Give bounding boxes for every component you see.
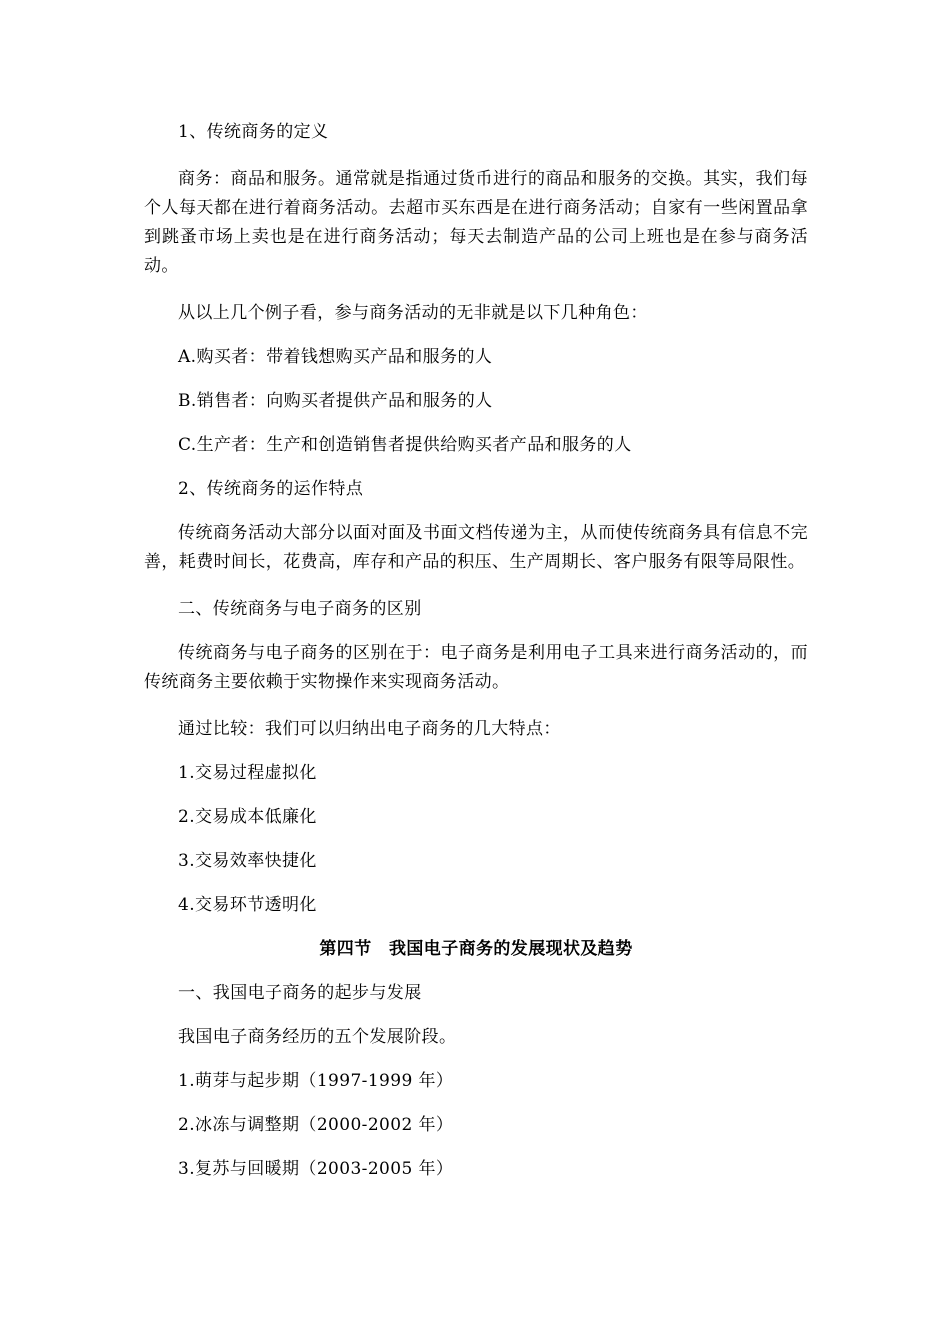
list-item-stage-3: 3.复苏与回暖期（2003-2005 年） bbox=[178, 1159, 454, 1179]
paragraph-commerce-definition: 商务：商品和服务。通常就是指通过货币进行的商品和服务的交换。其实，我们每个人每天都在进行着商务活动。去超市买东西是在进行商务活动；自家有一些闲置品拿到跳蚤市场上卖也是在进行商务活动；每天去制造产品的公司上班也是在参与商务活动。 bbox=[144, 169, 808, 276]
document-page bbox=[144, 118, 808, 1199]
paragraph-five-stages: 我国电子商务经历的五个发展阶段。 bbox=[178, 1027, 457, 1047]
heading-difference: 二、传统商务与电子商务的区别 bbox=[178, 599, 422, 619]
paragraph-traditional-commerce-features: 传统商务活动大部分以面对面及书面文档传递为主，从而使传统商务具有信息不完善，耗费时间长，花费高，库存和产品的积压、生产周期长、客户服务有限等局限性。 bbox=[144, 523, 808, 572]
paragraph-difference: 传统商务与电子商务的区别在于：电子商务是利用电子工具来进行商务活动的，而传统商务主要依赖于实物操作来实现商务活动。 bbox=[144, 643, 808, 692]
heading-traditional-commerce-features: 2、传统商务的运作特点 bbox=[178, 479, 364, 499]
list-item-feature-2: 2.交易成本低廉化 bbox=[178, 807, 317, 827]
paragraph-roles-intro: 从以上几个例子看，参与商务活动的无非就是以下几种角色： bbox=[178, 303, 648, 323]
list-item-feature-1: 1.交易过程虚拟化 bbox=[178, 763, 317, 783]
list-item-feature-3: 3.交易效率快捷化 bbox=[178, 851, 317, 871]
list-item-feature-4: 4.交易环节透明化 bbox=[178, 895, 317, 915]
paragraph-features-intro: 通过比较：我们可以归纳出电子商务的几大特点： bbox=[178, 719, 561, 739]
list-item-stage-1: 1.萌芽与起步期（1997-1999 年） bbox=[178, 1071, 454, 1091]
list-item-producer: C.生产者：生产和创造销售者提供给购买者产品和服务的人 bbox=[178, 435, 632, 455]
heading-traditional-commerce-definition: 1、传统商务的定义 bbox=[178, 122, 329, 142]
section-title: 第四节 我国电子商务的发展现状及趋势 bbox=[319, 939, 633, 959]
list-item-buyer: A.购买者：带着钱想购买产品和服务的人 bbox=[178, 347, 493, 367]
list-item-stage-2: 2.冰冻与调整期（2000-2002 年） bbox=[178, 1115, 454, 1135]
heading-china-ecommerce-development: 一、我国电子商务的起步与发展 bbox=[178, 983, 422, 1003]
list-item-seller: B.销售者：向购买者提供产品和服务的人 bbox=[178, 391, 493, 411]
